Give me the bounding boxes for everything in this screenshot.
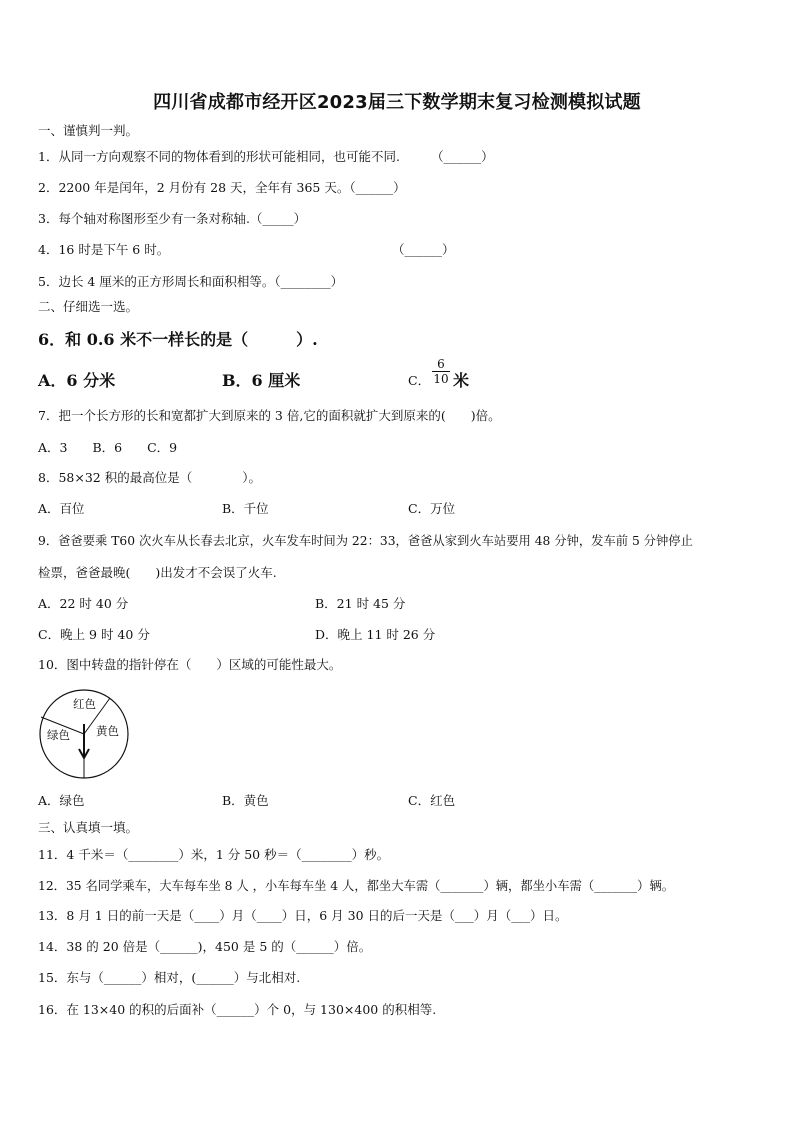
fraction-numerator: 6 <box>437 357 445 371</box>
question-14: 14．38 的 20 倍是（______)，450 是 5 的（______）倍。 <box>38 939 372 954</box>
question-6-option-a: A．6 分米 <box>38 371 116 390</box>
question-16: 16．在 13×40 的积的后面补（______）个 0，与 130×400 的积相等. <box>38 1002 437 1017</box>
section-heading-judge: 一、谨慎判一判。 <box>38 123 139 138</box>
question-9-option-a: A．22 时 40 分 <box>38 596 129 611</box>
question-3: 3．每个轴对称图形至少有一条对称轴.（_____） <box>38 211 307 226</box>
question-6-option-c-prefix: C． <box>408 373 431 388</box>
spinner-label-yellow: 黄色 <box>96 724 119 738</box>
question-8-option-b: B．千位 <box>222 501 269 516</box>
question-7: 7．把一个长方形的长和宽都扩大到原来的 3 倍,它的面积就扩大到原来的( )倍。 <box>38 408 501 423</box>
question-9-option-c: C．晚上 9 时 40 分 <box>38 627 150 642</box>
question-10-option-a: A．绿色 <box>38 793 85 808</box>
question-15: 15．东与（______）相对，(______）与北相对. <box>38 970 301 985</box>
question-7-options: A．3 B．6 C．9 <box>38 440 178 455</box>
question-2: 2．2200 年是闰年，2 月份有 28 天，全年有 365 天。（______） <box>38 180 406 195</box>
section-heading-fill: 三、认真填一填。 <box>38 820 139 835</box>
question-4: 4．16 时是下午 6 时。 <box>38 242 170 257</box>
question-6: 6．和 0.6 米不一样长的是（ ）. <box>38 330 318 349</box>
question-9-option-d: D．晚上 11 时 26 分 <box>315 627 436 642</box>
section-heading-choose: 二、仔细选一选。 <box>38 299 139 314</box>
page-title: 四川省成都市经开区2023届三下数学期末复习检测模拟试题 <box>153 92 641 113</box>
question-6-option-b: B．6 厘米 <box>222 371 301 390</box>
question-10-option-c: C．红色 <box>408 793 456 808</box>
question-10-option-b: B．黄色 <box>222 793 269 808</box>
spinner-label-red: 红色 <box>73 697 96 711</box>
question-9-line-2: 检票，爸爸最晚( )出发才不会误了火车. <box>38 565 277 580</box>
question-8: 8．58×32 积的最高位是（ ）。 <box>38 470 261 485</box>
question-6-fraction <box>432 357 450 386</box>
question-8-option-a: A．百位 <box>38 501 85 516</box>
question-6-option-c-unit: 米 <box>453 371 470 390</box>
question-8-option-c: C．万位 <box>408 501 456 516</box>
spinner-label-green: 绿色 <box>47 728 70 742</box>
question-9-line-1: 9．爸爸要乘 T60 次火车从长春去北京，火车发车时间为 22：33，爸爸从家到火车站要用 48 分钟，发车前 5 分钟停止 <box>38 534 693 548</box>
question-1: 1．从同一方向观察不同的物体看到的形状可能相同，也可能不同. （______） <box>38 149 494 164</box>
question-4-blank: （______） <box>392 242 455 257</box>
question-5: 5．边长 4 厘米的正方形周长和面积相等。（________） <box>38 274 344 289</box>
question-10: 10．图中转盘的指针停在（ ）区域的可能性最大。 <box>38 657 342 672</box>
question-13: 13．8 月 1 日的前一天是（____）月（____）日，6 月 30 日的后一天是（___）月（___）日。 <box>38 908 568 923</box>
fraction-denominator: 10 <box>433 372 449 386</box>
question-11: 11．4 千米＝（________）米，1 分 50 秒＝（________）秒。 <box>38 847 390 862</box>
question-9-option-b: B．21 时 45 分 <box>315 596 406 611</box>
question-12: 12．35 名同学乘车，大车每车坐 8 人 ，小车每车坐 4 人，都坐大车需（_______）辆，都坐小车需（_______）辆。 <box>38 879 675 893</box>
